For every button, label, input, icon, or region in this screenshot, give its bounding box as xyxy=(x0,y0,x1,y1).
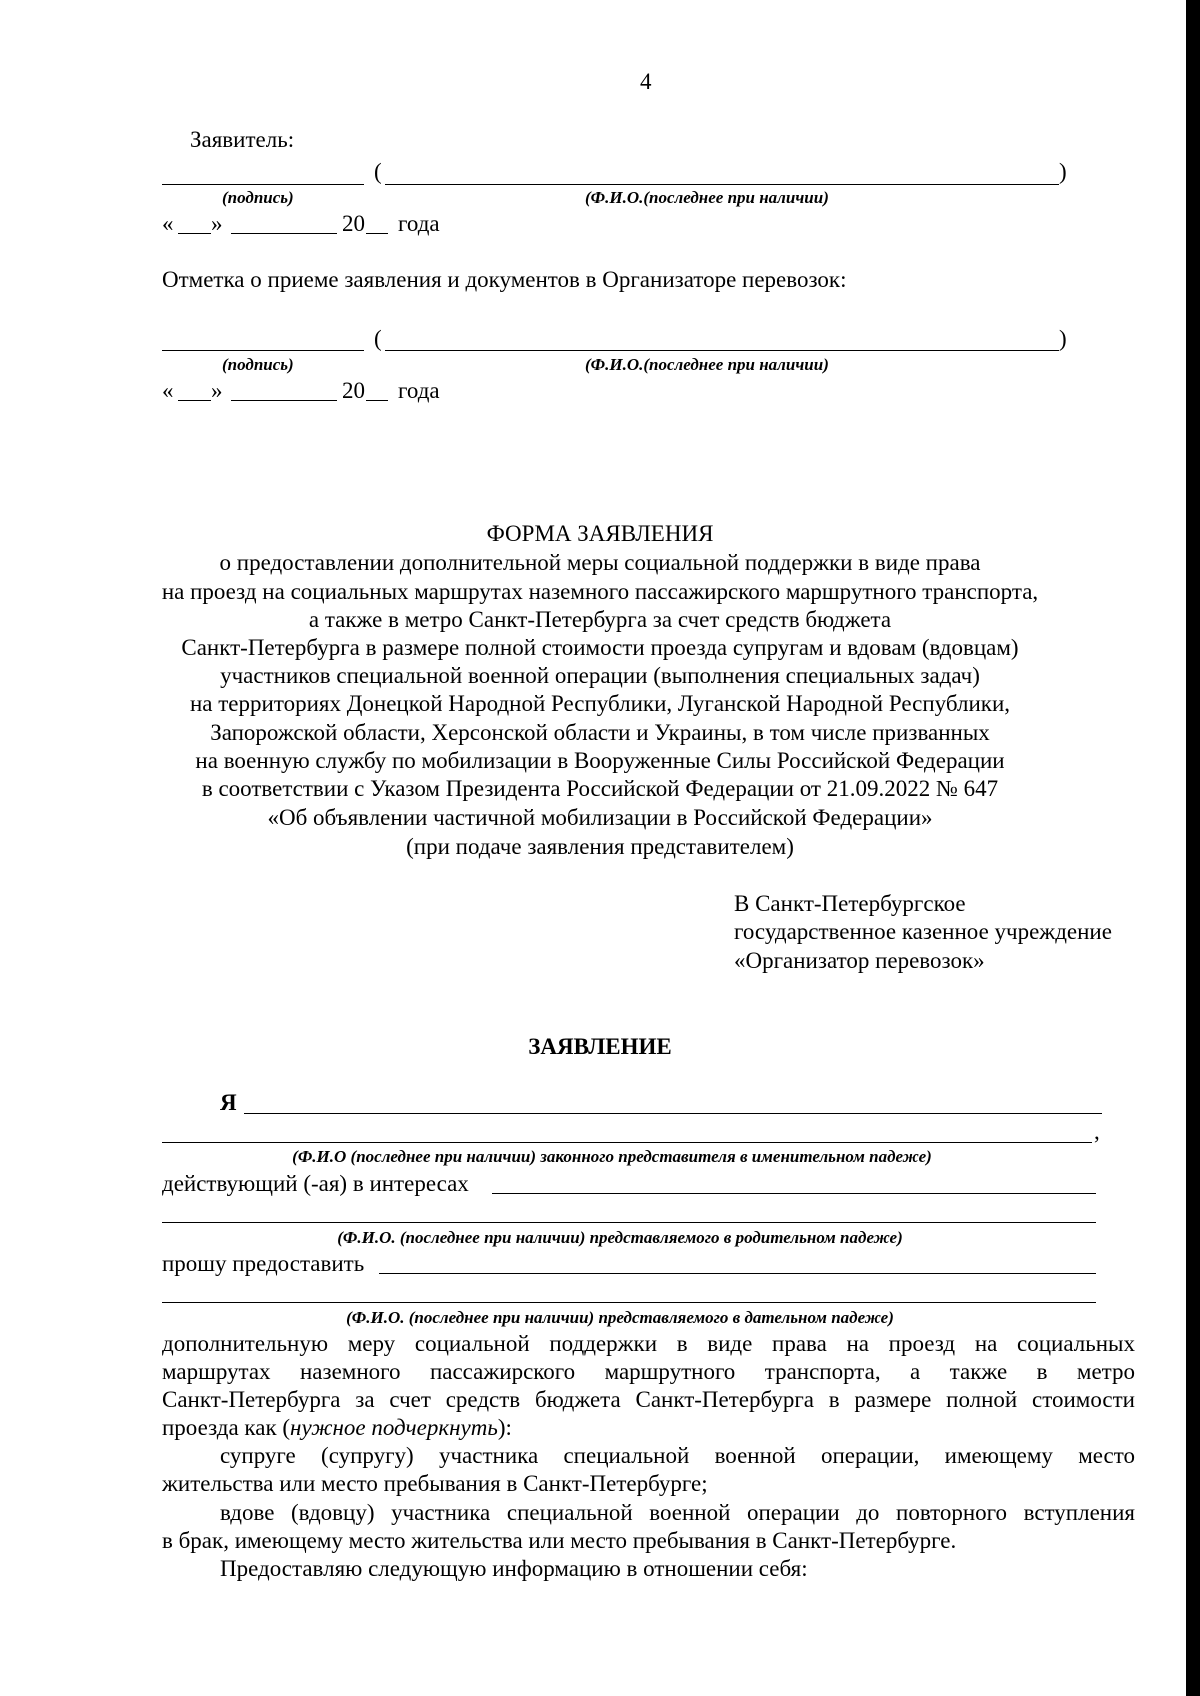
addressee-line: государственное казенное учреждение xyxy=(734,919,1112,944)
applicant-signature-caption: (подпись) xyxy=(222,188,294,207)
form-title-line: на военную службу по мобилизации в Вооруженные Силы Российской Федерации xyxy=(195,748,1005,773)
body-line: маршрутах наземного пассажирского маршрутного транспорта, а также в метро xyxy=(162,1359,1135,1384)
info-line: Предоставляю следующую информацию в отношении себя: xyxy=(220,1556,808,1581)
form-title-line: «Об объявлении частичной мобилизации в Российской Федерации» xyxy=(267,805,933,830)
body-last-prefix: проезда как ( xyxy=(162,1415,291,1440)
form-title-line: в соответствии с Указом Президента Российской Федерации от 21.09.2022 № 647 xyxy=(201,776,999,801)
underline-instruction: нужное подчеркнуть xyxy=(290,1415,498,1440)
applicant-year-line xyxy=(366,233,388,234)
statement-heading: ЗАЯВЛЕНИЕ xyxy=(528,1034,672,1059)
option-widow-line-2: в брак, имеющему место жительства или место пребывания в Санкт-Петербурге. xyxy=(162,1528,957,1553)
body-last-line xyxy=(162,1414,512,1442)
acceptance-year-suffix: года xyxy=(398,378,440,403)
acceptance-fio-caption: (Ф.И.О.(последнее при наличии) xyxy=(585,355,829,374)
representative-comma: , xyxy=(1094,1119,1100,1144)
form-title-line: Запорожской области, Херсонской области и Украины, в том числе призванных xyxy=(210,720,990,745)
applicant-close-paren: ) xyxy=(1059,159,1067,184)
caption-represented-dative: (Ф.И.О. (последнее при наличии) представляемого в дательном падеже) xyxy=(346,1308,894,1327)
form-title-line: (при подаче заявления представителем) xyxy=(406,834,794,859)
representative-name-line-2 xyxy=(162,1142,1092,1143)
representative-name-line-1 xyxy=(244,1113,1102,1114)
body-last-suffix: ): xyxy=(497,1415,512,1440)
body-line: дополнительную меру социальной поддержки в виде права на проезд на социальных xyxy=(162,1331,1135,1356)
addressee-line: В Санкт-Петербургское xyxy=(734,891,966,916)
applicant-year-prefix: 20 xyxy=(342,211,365,236)
applicant-date-close-quote: » xyxy=(211,211,223,236)
applicant-signature-line xyxy=(162,184,364,185)
request-label: прошу предоставить xyxy=(162,1251,365,1276)
recipient-name-line-2 xyxy=(162,1302,1096,1303)
page-number: 4 xyxy=(640,69,652,94)
form-title-line: участников специальной военной операции (выполнения специальных задач) xyxy=(220,663,980,688)
applicant-open-paren: ( xyxy=(374,159,382,184)
addressee-line: «Организатор перевозок» xyxy=(734,948,985,973)
option-spouse-line-1: супруге (супругу) участника специальной военной операции, имеющему место xyxy=(220,1443,1135,1468)
i-label: Я xyxy=(220,1090,237,1115)
form-title-line: Санкт-Петербурга в размере полной стоимости проезда супругам и вдовам (вдовцам) xyxy=(181,635,1019,660)
form-title-line: на территориях Донецкой Народной Республики, Луганской Народной Республики, xyxy=(189,691,1010,716)
acting-label: действующий (-ая) в интересах xyxy=(162,1171,469,1196)
form-title-heading: ФОРМА ЗАЯВЛЕНИЯ xyxy=(486,521,714,546)
applicant-label: Заявитель: xyxy=(190,127,295,152)
applicant-day-line xyxy=(178,233,211,234)
applicant-month-line xyxy=(231,233,337,234)
form-title-line: а также в метро Санкт-Петербурга за счет средств бюджета xyxy=(308,607,892,632)
acceptance-month-line xyxy=(231,400,337,401)
caption-represented-genitive: (Ф.И.О. (последнее при наличии) представляемого в родительном падеже) xyxy=(337,1228,903,1247)
represented-name-line-2 xyxy=(162,1222,1096,1223)
recipient-name-line-1 xyxy=(379,1273,1096,1274)
form-title-line: о предоставлении дополнительной меры социальной поддержки в виде права xyxy=(219,550,981,575)
applicant-fio-caption: (Ф.И.О.(последнее при наличии) xyxy=(585,188,829,207)
acceptance-date-close-quote: » xyxy=(211,378,223,403)
represented-name-line-1 xyxy=(492,1193,1096,1194)
applicant-fio-line xyxy=(385,184,1059,185)
acceptance-label: Отметка о приеме заявления и документов в Организаторе перевозок: xyxy=(162,267,847,292)
body-line: Санкт-Петербурга за счет средств бюджета Санкт-Петербурга в размере полной стоимости xyxy=(162,1387,1135,1412)
applicant-date-open-quote: « xyxy=(162,211,174,236)
acceptance-day-line xyxy=(178,400,211,401)
applicant-year-suffix: года xyxy=(398,211,440,236)
acceptance-open-paren: ( xyxy=(374,326,382,351)
acceptance-year-prefix: 20 xyxy=(342,378,365,403)
acceptance-date-open-quote: « xyxy=(162,378,174,403)
acceptance-close-paren: ) xyxy=(1059,326,1067,351)
acceptance-signature-caption: (подпись) xyxy=(222,355,294,374)
acceptance-fio-line xyxy=(385,350,1059,351)
acceptance-signature-line xyxy=(162,350,364,351)
acceptance-year-line xyxy=(366,400,388,401)
option-spouse-line-2: жительства или место пребывания в Санкт-Петербурге; xyxy=(162,1471,708,1496)
form-title-line: на проезд на социальных маршрутах наземного пассажирского маршрутного транспорта, xyxy=(161,579,1039,604)
option-widow-line-1: вдове (вдовцу) участника специальной военной операции до повторного вступления xyxy=(220,1500,1135,1525)
caption-representative: (Ф.И.О (последнее при наличии) законного представителя в именительном падеже) xyxy=(292,1147,932,1166)
